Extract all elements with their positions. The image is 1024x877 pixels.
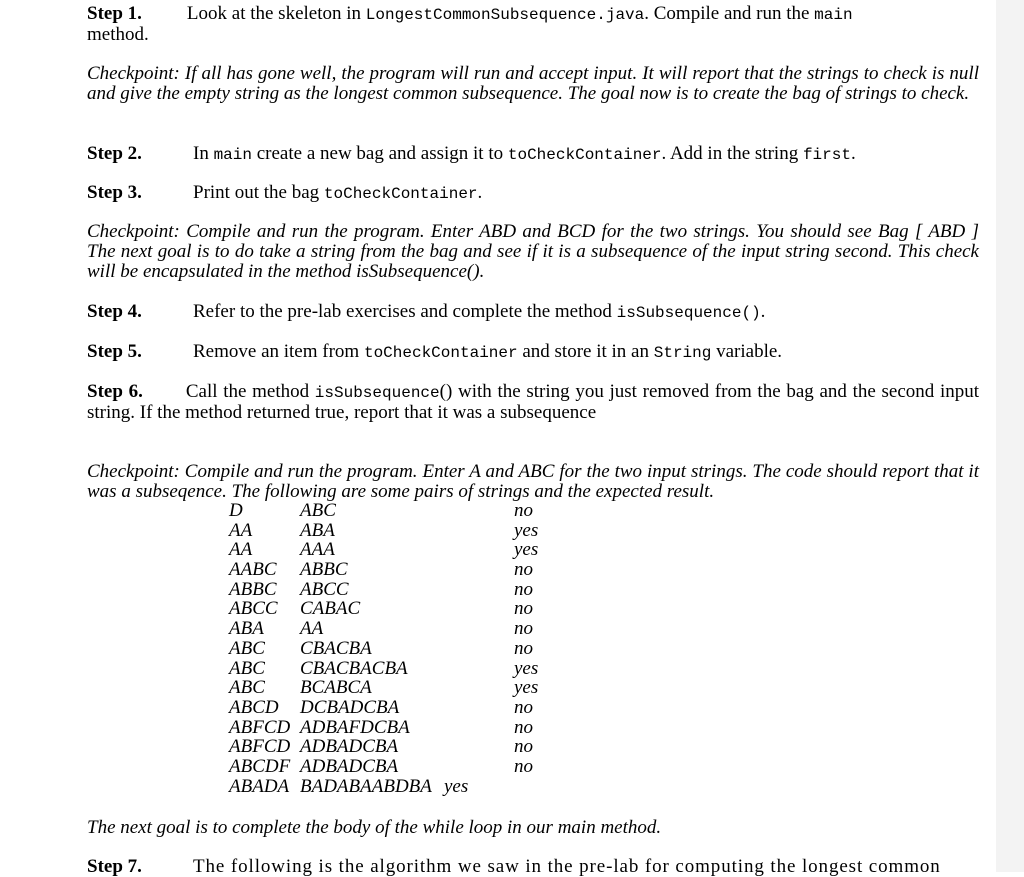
second-string-cell: DCBADCBA: [300, 696, 400, 718]
first-string-cell: ABFCD: [229, 716, 291, 738]
step-4-label: Step 4.: [87, 301, 142, 322]
step-3-text: [193, 183, 482, 204]
step-1-label: Step 1.: [87, 3, 142, 24]
step-6-text-a: Call the method: [185, 381, 315, 402]
step-2-text-c: . Add in the string: [661, 143, 803, 164]
step-1-text: Look at the skeleton in: [186, 3, 366, 24]
first-string-cell: ABC: [229, 637, 265, 659]
result-cell: no: [514, 696, 533, 718]
step-2-text: [193, 144, 856, 165]
result-cell: no: [514, 598, 533, 620]
step-6-code-issubsequence: isSubsequence: [314, 384, 440, 402]
first-string-cell: ABA: [229, 618, 264, 640]
second-string-cell: ABC: [300, 500, 336, 521]
step-5-text-c: variable.: [711, 341, 783, 362]
second-string-cell: ABA: [300, 519, 335, 541]
step-3-text-b: .: [477, 182, 483, 203]
result-cell: no: [514, 578, 533, 600]
result-cell: yes: [514, 519, 539, 541]
step-3-code-container: toCheckContainer: [323, 185, 478, 203]
second-string-cell: BADABAABDBA: [300, 775, 432, 797]
first-string-cell: ABADA: [229, 775, 290, 797]
step-6: [87, 382, 979, 423]
second-string-cell: ABCC: [300, 578, 349, 600]
checkpoint-1: Checkpoint: If all has gone well, the program will run and accept input. It will report that the strings to check is null and give the empty string as the longest common subsequence. The goal now is to create the bag of strings to check.: [87, 63, 979, 104]
result-cell: yes: [514, 539, 539, 561]
result-cell: yes: [514, 677, 539, 699]
step-5-label: Step 5.: [87, 341, 142, 362]
step-2-label: Step 2.: [87, 143, 142, 164]
second-string-cell: ADBADCBA: [300, 755, 399, 777]
result-cell: no: [514, 637, 533, 659]
step-4-code-issubsequence: isSubsequence(): [616, 304, 761, 322]
main-method-code: main: [814, 6, 853, 24]
checkpoint-2: Checkpoint: Compile and run the program. Enter ABD and BCD for the two strings. You should see Bag [ ABD ] The next goal is to do take a string from the bag and see if it is a subsequence of the input string second. This check will be encapsulated in the method isSubsequence().: [87, 221, 979, 282]
next-goal: The next goal is to complete the body of the while loop in our main method.: [87, 817, 662, 838]
result-cell: yes: [514, 657, 539, 679]
step-7-text: The following is the algorithm we saw in the pre-lab for computing the longest common: [193, 856, 941, 877]
second-string-cell: CABAC: [300, 598, 361, 620]
step-4-text-b: .: [760, 301, 766, 322]
result-cell: no: [514, 716, 533, 738]
checkpoint-3: Checkpoint: Compile and run the program. Enter A and ABC for the two input strings. The code should report that it was a subseqence. The following are some pairs of strings and the expected result.: [87, 461, 979, 502]
step-5-text: [193, 342, 782, 363]
result-cell: no: [514, 500, 533, 521]
first-string-cell: D: [229, 500, 243, 521]
first-string-cell: ABCDF: [229, 755, 291, 777]
first-string-cell: AA: [229, 519, 253, 541]
step-2-code-first: first: [802, 146, 851, 164]
second-string-cell: AA: [300, 618, 324, 640]
step-3-label: Step 3.: [87, 182, 142, 203]
result-cell: no: [514, 736, 533, 758]
step-2-text-a: In: [193, 143, 214, 164]
result-cell: no: [514, 755, 533, 777]
result-cell: yes: [444, 775, 469, 797]
second-string-cell: AAA: [300, 539, 335, 561]
result-cell: no: [514, 559, 533, 581]
first-string-cell: ABCD: [229, 696, 279, 718]
step-1-text-c: method.: [87, 24, 149, 45]
step-3-text-a: Print out the bag: [193, 182, 324, 203]
first-string-cell: AABC: [229, 559, 277, 581]
file-name: LongestCommonSubsequence.java: [365, 6, 645, 24]
step-5-text-b: and store it in an: [517, 341, 654, 362]
step-2-code-main: main: [213, 146, 252, 164]
second-string-cell: ADBADCBA: [300, 736, 399, 758]
first-string-cell: ABFCD: [229, 736, 291, 758]
second-string-cell: BCABCA: [300, 677, 372, 699]
step-2-text-b: create a new bag and assign it to: [251, 143, 508, 164]
step-4-text: [193, 302, 765, 323]
step-5-code-container: toCheckContainer: [363, 344, 518, 362]
step-1: [87, 4, 979, 45]
first-string-cell: ABCC: [229, 598, 278, 620]
second-string-cell: ABBC: [300, 559, 348, 581]
step-6-label: Step 6.: [87, 381, 143, 402]
step-2-text-d: .: [850, 143, 856, 164]
first-string-cell: ABC: [229, 657, 265, 679]
second-string-cell: ADBAFDCBA: [300, 716, 410, 738]
step-1-text-b: . Compile and run the: [644, 3, 815, 24]
step-7-label: Step 7.: [87, 856, 142, 877]
second-string-cell: CBACBA: [300, 637, 372, 659]
result-cell: no: [514, 618, 533, 640]
step-5-code-string: String: [653, 344, 712, 362]
first-string-cell: ABBC: [229, 578, 277, 600]
page-margin-strip: [996, 0, 1024, 872]
step-5-text-a: Remove an item from: [193, 341, 364, 362]
step-2-code-container: toCheckContainer: [507, 146, 662, 164]
step-6-text-b: () with the string you just removed from the bag and the second input string. If the method returned true, report that it was a subsequence: [87, 381, 979, 423]
first-string-cell: AA: [229, 539, 253, 561]
first-string-cell: ABC: [229, 677, 265, 699]
second-string-cell: CBACBACBA: [300, 657, 408, 679]
step-4-text-a: Refer to the pre-lab exercises and complete the method: [193, 301, 617, 322]
